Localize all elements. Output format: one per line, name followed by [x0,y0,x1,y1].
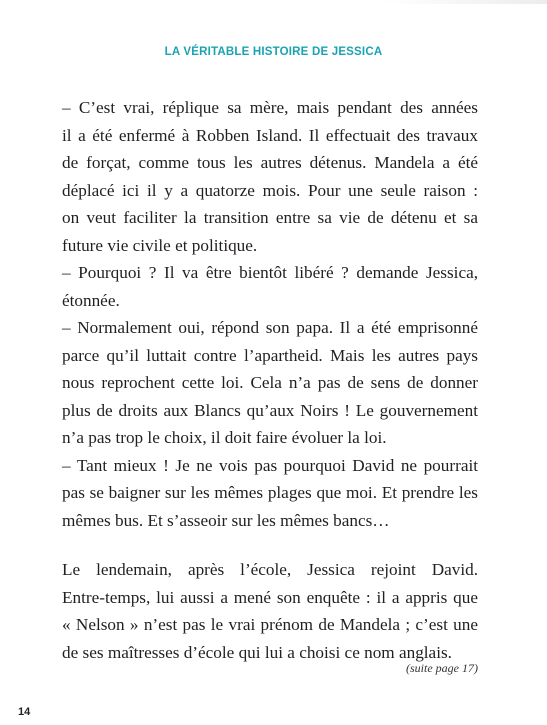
top-edge [0,0,547,4]
text-line: « Nelson » n’est pas le vrai prénom de Mandela ; c’est une [62,615,478,634]
text-line: de forçat, comme tous les autres détenus. Mandela a été [62,153,478,172]
text-line: Le lendemain, après l’école, Jessica rejoint David. [62,560,478,579]
paragraph-spacer [62,534,478,556]
text-line: n’a pas trop le choix, il doit faire évoluer la loi. [62,428,387,447]
text-line: il a été enfermé à Robben Island. Il effectuait des travaux [62,125,478,145]
text-line: on veut faciliter la transition entre sa vie de détenu et sa [62,208,478,227]
paragraph-dialogue-father [62,314,478,452]
paragraph-dialogue-mother [62,94,478,259]
paragraph-dialogue-jessica-reply [62,452,478,535]
page-number: 14 [18,706,31,718]
text-line: – Tant mieux ! Je ne vois pas pourquoi David ne pourrait [62,455,478,475]
text-line: nous reprochent cette loi. Cela n’a pas de sens de donner [62,373,478,392]
text-line: étonnée. [62,290,120,310]
text-line: pas se baigner sur les mêmes plages que moi. Et prendre les [62,483,478,502]
text-line: – C’est vrai, réplique sa mère, mais pendant des années [62,98,478,117]
text-line: Entre-temps, lui aussi a mené son enquête : il a appris que [62,587,478,607]
text-line: mêmes bus. Et s’asseoir sur les mêmes bancs… [62,510,390,530]
text-line: – Pourquoi ? Il va être bientôt libéré ? demande Jessica, [62,263,478,282]
body-text [62,94,478,666]
paragraph-dialogue-jessica-question [62,259,478,314]
continued-note: (suite page 17) [406,661,478,675]
text-line: – Normalement oui, répond son papa. Il a été emprisonné [62,318,478,337]
text-line: déplacé ici il y a quatorze mois. Pour une seule raison : [62,180,478,200]
running-header: LA VÉRITABLE HISTOIRE DE JESSICA [164,46,383,58]
text-line: plus de droits aux Blancs qu’aux Noirs ! Le gouvernement [62,400,478,420]
text-line: parce qu’il luttait contre l’apartheid. Mais les autres pays [62,345,478,365]
text-line: de ses maîtresses d’école qui lui a choisi ce nom anglais. [62,642,452,662]
paragraph-next-day [62,556,478,666]
text-line: future vie civile et politique. [62,235,258,255]
